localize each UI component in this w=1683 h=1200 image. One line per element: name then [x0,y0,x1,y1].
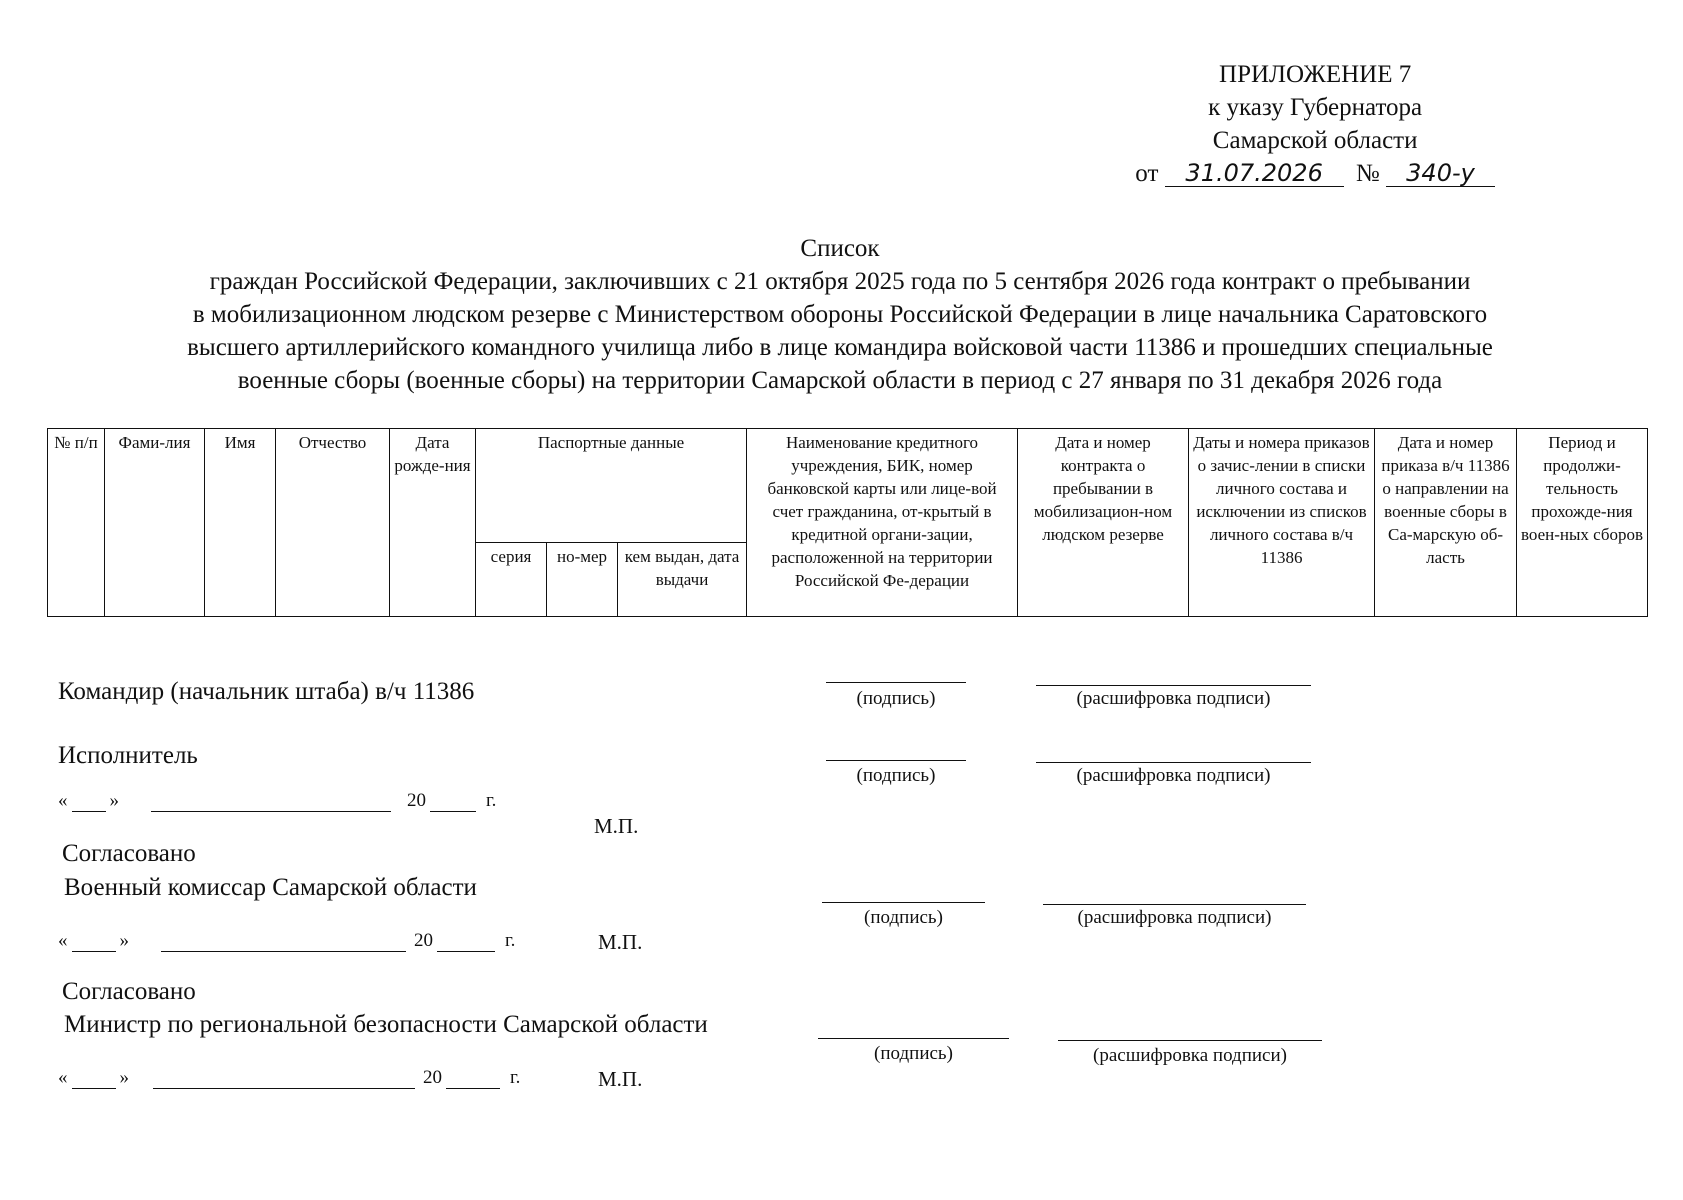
minister-date-row [58,1067,520,1089]
col-enrollment-orders: Даты и номера приказов о зачис-лении в списки личного состава и исключении из списков личного состава в/ч 11386 [1189,429,1375,617]
year-blank[interactable] [437,933,495,952]
number-prefix: № [1355,160,1380,187]
year-blank[interactable] [430,793,476,812]
day-blank[interactable] [72,1070,116,1089]
year-suffix: г. [510,1067,521,1088]
military-commissar-label: Военный комиссар Самарской области [64,874,477,901]
col-patronymic: Отчество [276,429,390,617]
year-prefix: 20 [423,1067,442,1088]
agreed-label: Согласовано [62,840,196,867]
title-line-1: граждан Российской Федерации, заключивших с 21 октября 2025 года по 5 сентября 2026 года контракт о пребывании [209,268,1471,295]
appendix-title: ПРИЛОЖЕНИЕ 7 [1219,61,1412,88]
commissar-signature-line[interactable] [822,902,985,903]
col-passport-issued: кем выдан, дата выдачи [618,543,747,617]
title-line-2: в мобилизационном людском резерве с Министерством обороны Российской Федерации в лице начальника Саратовского [192,301,1488,328]
col-birth-date: Дата рожде-ния [390,429,476,617]
col-contract: Дата и номер контракта о пребывании в мобилизацион-ном людском резерве [1018,429,1189,617]
year-prefix: 20 [414,930,433,951]
date-prefix: от [1135,160,1159,187]
commissar-date-row [58,930,515,952]
col-passport-number: но-мер [547,543,618,617]
year-suffix: г. [486,790,497,811]
minister-decode-line[interactable] [1058,1040,1322,1041]
quote-close: » [109,790,119,811]
handwritten-number: 340-у [1386,160,1495,187]
title-heading: Список [800,235,880,262]
executor-decode-line[interactable] [1036,762,1311,763]
appendix-date-row [1135,157,1495,190]
col-surname: Фами-лия [105,429,205,617]
decode-caption: (расшифровка подписи) [1076,688,1271,709]
month-blank[interactable] [161,933,406,952]
col-bank: Наименование кредитного учреждения, БИК, номер банковской карты или лице-вой счет гражданина, от-крытый в кредитной органи-зации, расположенной на территории Российской Фе-дерации [747,429,1018,617]
stamp-place: М.П. [594,814,639,838]
citizens-list-table [47,428,1648,617]
signature-caption: (подпись) [874,1043,953,1064]
signature-caption: (подпись) [856,688,936,709]
title-line-4: военные сборы (военные сборы) на территории Самарской области в период с 27 января по 31 декабря 2026 года [237,367,1443,394]
commander-label: Командир (начальник штаба) в/ч 11386 [58,678,475,705]
handwritten-date: 31.07.2026 [1165,160,1344,187]
quote-open: « [58,930,68,951]
minister-label: Министр по региональной безопасности Самарской области [64,1011,708,1038]
col-assignment-order: Дата и номер приказа в/ч 11386 о направлении на военные сборы в Са-марскую об-ласть [1375,429,1517,617]
quote-close: » [119,1067,129,1088]
quote-open: « [58,790,68,811]
stamp-place: М.П. [598,930,643,954]
appendix-region-line: Самарской области [1212,127,1418,154]
day-blank[interactable] [72,793,106,812]
quote-open: « [58,1067,68,1088]
year-blank[interactable] [446,1070,500,1089]
decode-caption: (расшифровка подписи) [1076,765,1271,786]
col-name: Имя [205,429,276,617]
decode-caption: (расшифровка подписи) [1093,1045,1287,1066]
executor-date-row [58,790,496,812]
signature-caption: (подпись) [864,907,943,928]
year-suffix: г. [505,930,516,951]
month-blank[interactable] [151,793,391,812]
minister-signature-line[interactable] [818,1038,1009,1039]
day-blank[interactable] [72,933,116,952]
title-line-3: высшего артиллерийского командного училища либо в лице командира войсковой части 11386 и прошедших специальные [187,334,1493,361]
col-training-period: Период и продолжи-тельность прохожде-ния воен-ных сборов [1517,429,1648,617]
quote-close: » [119,930,129,951]
appendix-header [1135,58,1495,190]
document-title [40,232,1640,397]
stamp-place: М.П. [598,1067,643,1091]
appendix-decree-line: к указу Губернатора [1208,94,1423,121]
commander-decode-line[interactable] [1036,685,1311,686]
executor-label: Исполнитель [58,742,198,769]
executor-signature-line[interactable] [826,760,966,761]
col-passport: Паспортные данные [476,429,747,543]
month-blank[interactable] [153,1070,415,1089]
col-number: № п/п [48,429,105,617]
year-prefix: 20 [407,790,426,811]
col-passport-series: серия [476,543,547,617]
commissar-decode-line[interactable] [1043,904,1306,905]
decode-caption: (расшифровка подписи) [1077,907,1272,928]
signature-caption: (подпись) [856,765,936,786]
agreed-label: Согласовано [62,978,196,1005]
commander-signature-line[interactable] [826,682,966,683]
